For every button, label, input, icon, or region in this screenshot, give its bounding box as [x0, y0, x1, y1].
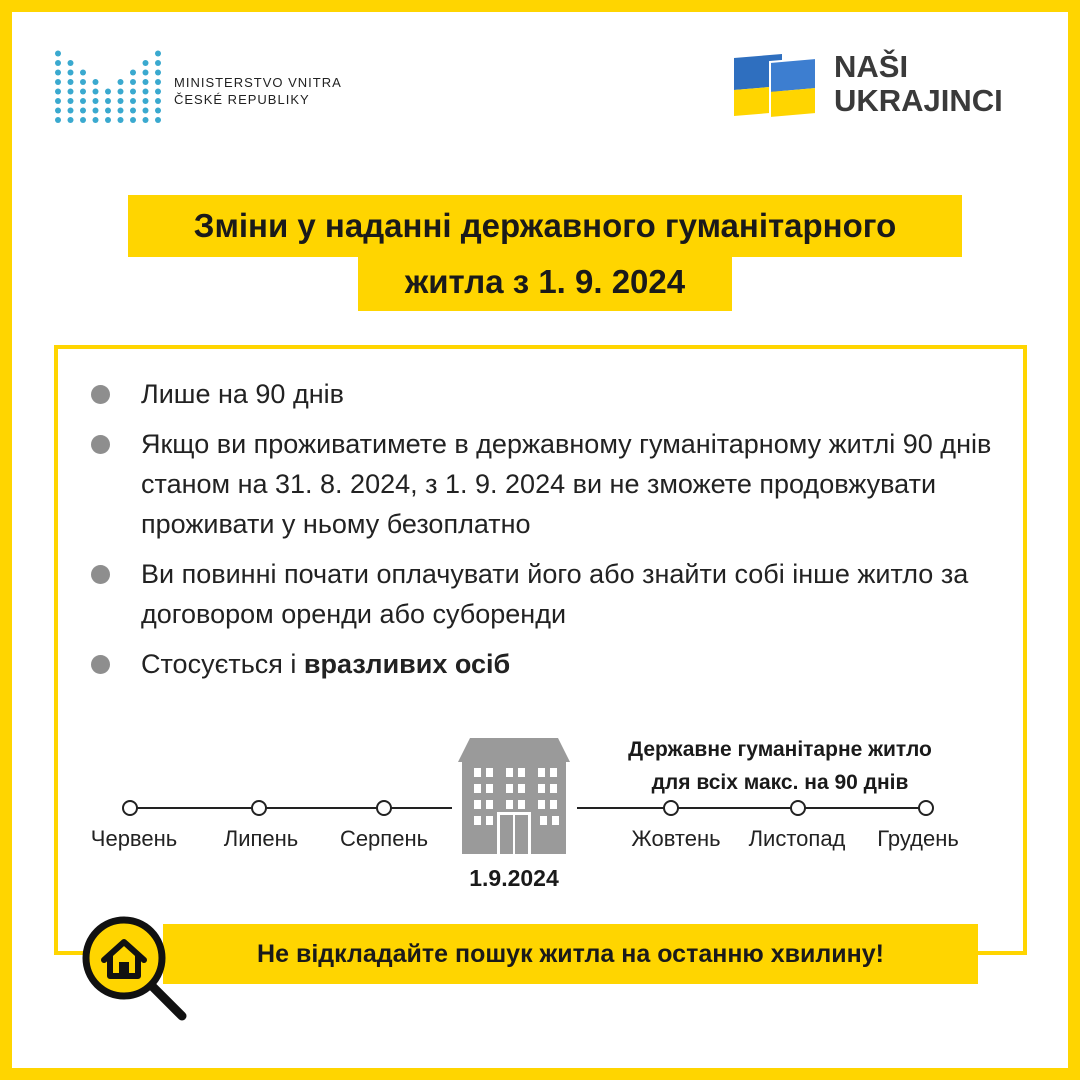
bullet-list	[88, 374, 1008, 694]
ministry-name-line2: ČESKÉ REPUBLIKY	[174, 92, 310, 107]
month-label: Червень	[90, 826, 178, 851]
bullet-item: Якщо ви проживатимете в державному гуманітарному житлі 90 днів станом на 31. 8. 2024, з 1. 9. 2024 ви не зможете продовжувати проживати у ньому безоплатно	[88, 424, 1008, 544]
bullet-item: Лише на 90 днів	[88, 374, 1008, 414]
brand-name	[834, 50, 1003, 118]
bullet-item: Ви повинні почати оплачувати його або знайти собі інше житло за договором оренди або суборенди	[88, 554, 1008, 634]
house-search-icon	[78, 912, 190, 1024]
ministry-name-line1: MINISTERSTVO VNITRA	[174, 75, 342, 90]
month-label: Листопад	[748, 826, 846, 851]
ukraine-flag-icon	[730, 48, 820, 122]
month-label: Жовтень	[631, 826, 721, 851]
timeline-note-line1: Державне гуманітарне житло	[628, 738, 932, 761]
bullet-text-prefix: Стосується і	[141, 649, 304, 679]
timeline-date: 1.9.2024	[469, 865, 559, 891]
month-label: Серпень	[339, 826, 429, 851]
title-line-1: Зміни у наданні державного гуманітарного	[128, 195, 962, 257]
ministry-logo-icon	[52, 44, 162, 126]
timeline-note-line2: для всіх макс. на 90 днів	[651, 771, 909, 794]
ministry-name	[174, 74, 342, 108]
reminder-banner: Не відкладайте пошук житла на останню хвилину!	[163, 924, 978, 984]
brand-name-line2: UKRAJINCI	[834, 83, 1003, 118]
brand-name-line1: NAŠI	[834, 49, 909, 84]
bullet-item	[88, 644, 1008, 684]
bullet-text-bold: вразливих осіб	[303, 649, 511, 679]
month-label: Липень	[223, 826, 299, 851]
month-label: Грудень	[877, 826, 959, 851]
title-line-2: житла з 1. 9. 2024	[358, 253, 732, 311]
